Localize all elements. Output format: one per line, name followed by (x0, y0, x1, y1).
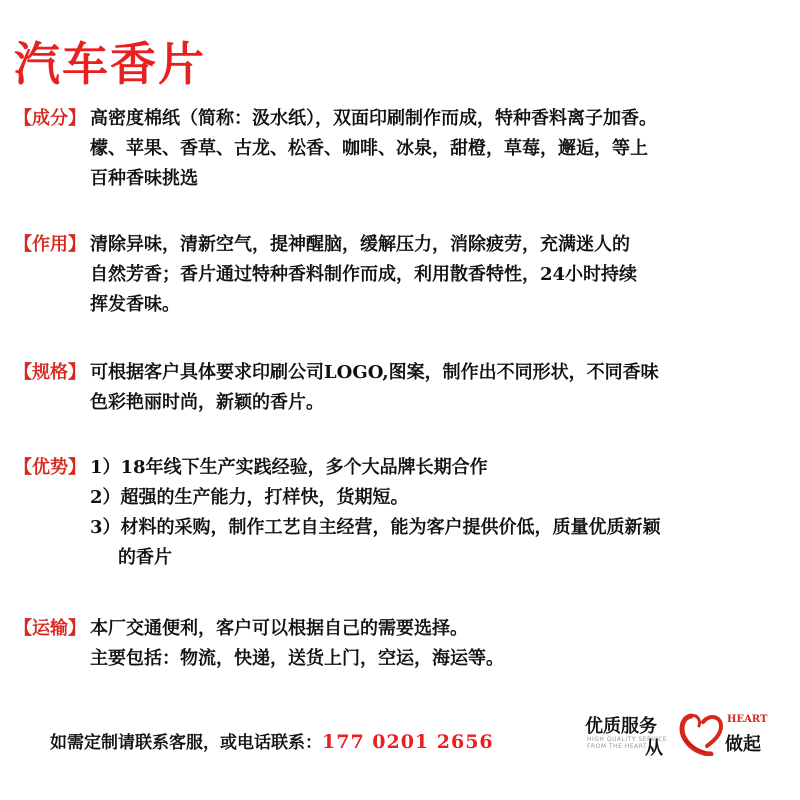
section-line: 2）超强的生产能力，打样快，货期短。 (90, 487, 409, 508)
section-line: 清除异味，清新空气，提神醒脑，缓解压力，消除疲劳，充满迷人的 (90, 234, 630, 255)
section-line: 自然芳香；香片通过特种香料制作而成，利用散香特性，24小时持续 (90, 264, 638, 285)
heart-brush-icon (677, 710, 727, 756)
brand-logo (585, 712, 795, 762)
logo-sub2-text: 做起 (725, 734, 761, 755)
contact-line (50, 728, 494, 753)
section-line: 檬、苹果、香草、古龙、松香、咖啡、冰泉，甜橙，草莓，邂逅，等上 (90, 138, 648, 159)
section-ingredients (14, 104, 784, 194)
phone-number: 177 0201 2656 (322, 731, 494, 753)
section-line: 3）材料的采购，制作工艺自主经营，能为客户提供价低，质量优质新颖 (90, 517, 661, 538)
section-function (14, 230, 784, 320)
section-line: 1）18年线下生产实践经验，多个大品牌长期合作 (90, 457, 488, 478)
section-tag: 【运输】 (14, 618, 86, 639)
section-tag: 【成分】 (14, 108, 86, 129)
section-line: 百种香味挑选 (90, 168, 198, 189)
section-line: 挥发香味。 (90, 294, 180, 315)
section-line: 的香片 (118, 547, 172, 568)
section-line: 色彩艳丽时尚，新颖的香片。 (90, 392, 324, 413)
logo-small-line: FROM THE HEART (587, 743, 648, 750)
section-tag: 【优势】 (14, 457, 86, 478)
logo-small-line: HIGH QUALITY SERVICE (587, 736, 668, 743)
section-transport (14, 614, 784, 674)
page-title: 汽车香片 (14, 37, 206, 91)
section-specification (14, 358, 784, 418)
section-line: 高密度棉纸（简称：汲水纸），双面印刷制作而成，特种香料离子加香。 (90, 108, 657, 129)
section-tag: 【规格】 (14, 362, 86, 383)
section-line: 本厂交通便利，客户可以根据自己的需要选择。 (90, 618, 468, 639)
contact-text: 如需定制请联系客服，或电话联系： (50, 733, 322, 753)
section-tag: 【作用】 (14, 234, 86, 255)
section-line: 可根据客户具体要求印刷公司LOGO,图案，制作出不同形状，不同香味 (90, 362, 659, 383)
section-advantages (14, 453, 784, 573)
logo-main-text: 优质服务 (585, 716, 657, 737)
section-line: 主要包括：物流，快递，送货上门，空运，海运等。 (90, 648, 504, 669)
contact-footer (50, 714, 790, 762)
logo-sub-text: 从 (645, 738, 663, 759)
logo-heart-text: HEART (727, 714, 768, 725)
